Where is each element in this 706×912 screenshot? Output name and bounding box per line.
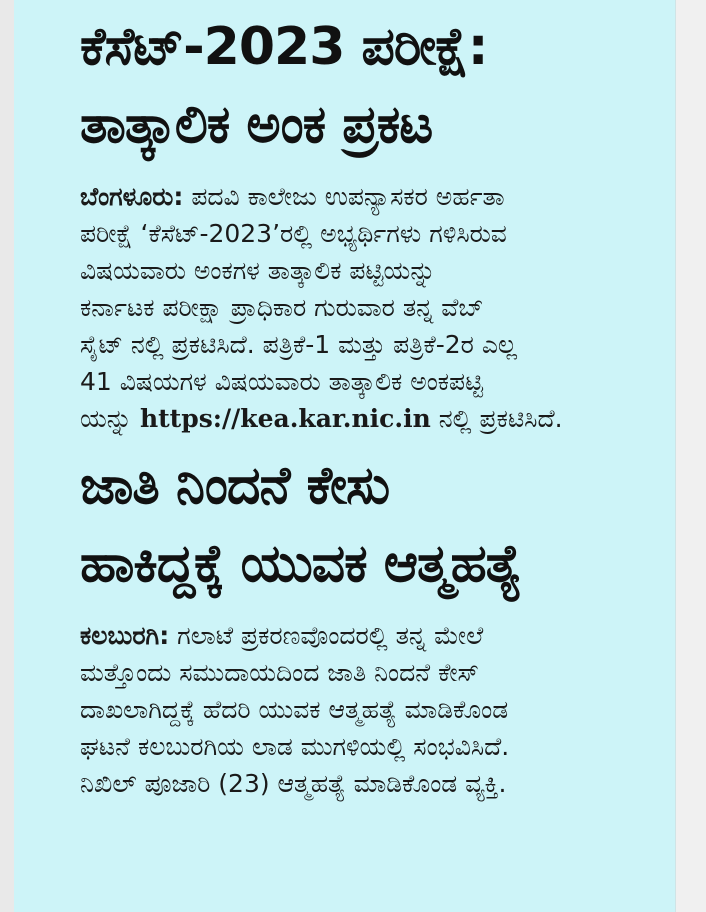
right-margin xyxy=(676,0,706,912)
body-line: ಸೈಟ್ ನಲ್ಲಿ ಪ್ರಕಟಿಸಿದೆ. ಪತ್ರಿಕೆ-1 ಮತ್ತು ಪತ್ರಿಕೆ-2ರ ಎಲ್ಲ xyxy=(80,330,518,359)
body-line: 41 ವಿಷಯಗಳ ವಿಷಯವಾರು ತಾತ್ಕಾಲಿಕ ಅಂಕಪಟ್ಟಿ xyxy=(80,367,484,396)
body-text: ಗಲಾಟೆ ಪ್ರಕರಣವೊಂದರಲ್ಲಿ ತನ್ನ ಮೇಲೆ xyxy=(169,621,484,650)
headline xyxy=(80,447,655,603)
dateline: ಬೆಂಗಳೂರು: xyxy=(80,182,184,211)
body-line: ಘಟನೆ ಕಲಬುರಗಿಯ ಲಾಡ ಮುಗಳಿಯಲ್ಲಿ ಸಂಭವಿಸಿದೆ. xyxy=(80,732,510,761)
body-text: ನಲ್ಲಿ ಪ್ರಕಟಿಸಿದೆ. xyxy=(430,404,563,433)
headline-line-2: ಹಾಕಿದ್ದಕ್ಕೆ ಯುವಕ ಆತ್ಮಹತ್ಯೆ xyxy=(80,534,522,594)
left-margin xyxy=(0,0,14,912)
article-kset xyxy=(80,8,655,437)
article-caste-case xyxy=(80,447,655,802)
body-line: ಪರೀಕ್ಷೆ ‘ಕೆಸೆಟ್-2023’ರಲ್ಲಿ ಅಭ್ಯರ್ಥಿಗಳು ಗಳಿಸಿರುವ xyxy=(80,219,507,248)
headline-line-1: ಕೆಸೆಟ್-2023 ಪರೀಕ್ಷೆ: xyxy=(80,17,488,77)
headline-line-1: ಜಾತಿ ನಿಂದನೆ ಕೇಸು xyxy=(80,456,390,516)
body-line: ಕರ್ನಾಟಕ ಪರೀಕ್ಷಾ ಪ್ರಾಧಿಕಾರ ಗುರುವಾರ ತನ್ನ ವೆಬ್ xyxy=(80,293,484,322)
body-line xyxy=(80,400,655,437)
website-url: https://kea.kar.nic.in xyxy=(139,404,431,433)
body-text: ಯನ್ನು xyxy=(80,404,140,433)
body-line: ಮತ್ತೊಂದು ಸಮುದಾಯದಿಂದ ಜಾತಿ ನಿಂದನೆ ಕೇಸ್ xyxy=(80,658,479,687)
body-text: ಪದವಿ ಕಾಲೇಜು ಉಪನ್ಯಾಸಕರ ಅರ್ಹತಾ xyxy=(183,182,505,211)
headline xyxy=(80,8,655,164)
article-body xyxy=(80,617,655,802)
dateline: ಕಲಬುರಗಿ: xyxy=(80,621,170,650)
newspaper-clipping xyxy=(14,0,676,912)
body-line xyxy=(80,178,655,215)
headline-line-2: ತಾತ್ಕಾಲಿಕ ಅಂಕ ಪ್ರಕಟ xyxy=(80,95,433,155)
article-body xyxy=(80,178,655,437)
body-line: ವಿಷಯವಾರು ಅಂಕಗಳ ತಾತ್ಕಾಲಿಕ ಪಟ್ಟಿಯನ್ನು xyxy=(80,256,436,285)
body-line: ನಿಖಿಲ್ ಪೂಜಾರಿ (23) ಆತ್ಮಹತ್ಯೆ ಮಾಡಿಕೊಂಡ ವ್ಯಕ್ತಿ. xyxy=(80,769,507,798)
body-line xyxy=(80,617,655,654)
body-line: ದಾಖಲಾಗಿದ್ದಕ್ಕೆ ಹೆದರಿ ಯುವಕ ಆತ್ಮಹತ್ಯೆ ಮಾಡಿಕೊಂಡ xyxy=(80,695,509,724)
